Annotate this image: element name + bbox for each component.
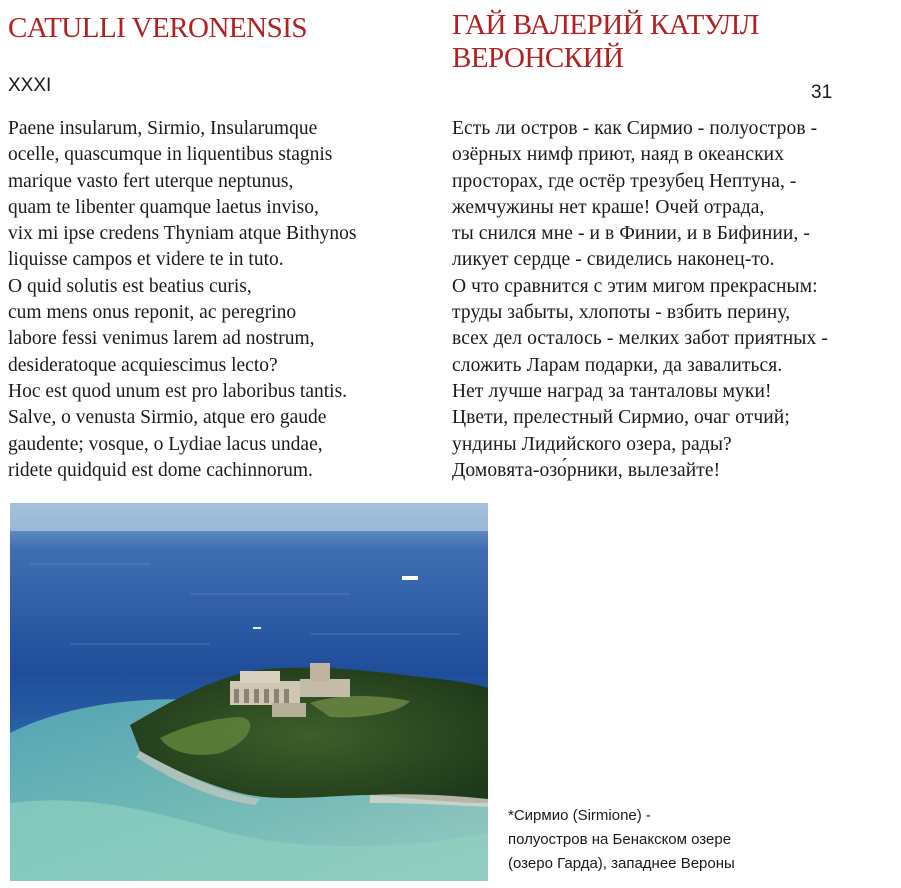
russian-line: О что сравнится с этим мигом прекрасным: — [452, 275, 818, 297]
latin-line: labore fessi venimus larem ad nostrum, — [8, 328, 315, 350]
russian-line: Нет лучше наград за танталовы муки! — [452, 380, 772, 402]
latin-line: gaudente; vosque, o Lydiae lacus undae, — [8, 433, 323, 455]
russian-line: просторах, где остёр трезубец Нептуна, - — [452, 170, 797, 192]
title-russian — [452, 9, 872, 75]
russian-line: сложить Ларам подарки, да завалиться. — [452, 354, 783, 376]
latin-line: desideratoque acquiescimus lecto? — [8, 354, 278, 376]
russian-line: Цвети, прелестный Сирмио, очаг отчий; — [452, 407, 790, 429]
caption-line: полуостров на Бенакском озере — [508, 831, 732, 848]
russian-line: Есть ли остров - как Сирмио - полуостров - — [452, 118, 818, 139]
sirmione-aerial-photo — [10, 503, 488, 881]
poem-russian — [452, 116, 828, 484]
latin-line: liquisse campos et videre te in tuto. — [8, 249, 284, 271]
title-russian-line-2: ВЕРОНСКИЙ — [452, 42, 624, 74]
title-latin: CATULLI VERONENSIS — [8, 12, 307, 44]
latin-line: ocelle, quascumque in liquentibus stagnis — [8, 144, 333, 166]
latin-line: Salve, o venusta Sirmio, atque ero gaude — [8, 407, 327, 429]
poem-latin — [8, 116, 356, 484]
russian-line: всех дел осталось - мелких забот приятных - — [452, 328, 828, 350]
latin-line: Paene insularum, Sirmio, Insularumque — [8, 118, 318, 139]
russian-line: ликует сердце - свиделись наконец-то. — [452, 249, 775, 271]
poem-number: XXXI — [8, 75, 52, 96]
russian-line: жемчужины нет краше! Очей отрада, — [452, 196, 765, 218]
russian-line: труды забыты, хлопоты - взбить перину, — [452, 302, 791, 324]
latin-line: Hoc est quod unum est pro laboribus tantis. — [8, 380, 348, 402]
caption-line: (озеро Гарда), западнее Вероны — [508, 855, 735, 872]
title-russian-line-1: ГАЙ ВАЛЕРИЙ КАТУЛЛ — [452, 9, 759, 41]
latin-line: cum mens onus reponit, ac peregrino — [8, 302, 297, 324]
russian-line: ты снился мне - и в Финии, и в Бифинии, - — [452, 223, 810, 245]
latin-line: O quid solutis est beatius curis, — [8, 275, 252, 297]
latin-line: ridete quidquid est dome cachinnorum. — [8, 459, 313, 481]
photo-caption — [508, 804, 735, 876]
latin-line: marique vasto fert uterque neptunus, — [8, 170, 294, 192]
russian-line: ундины Лидийского озера, рады? — [452, 433, 732, 455]
latin-line: vix mi ipse credens Thyniam atque Bithynos — [8, 223, 357, 245]
page-number: 31 — [811, 82, 833, 103]
russian-line: озёрных нимф приют, наяд в океанских — [452, 144, 785, 166]
latin-line: quam te libenter quamque laetus inviso, — [8, 196, 319, 218]
caption-line: *Сирмио (Sirmione) - — [508, 807, 651, 824]
russian-line: Домовята-озо́рники, вылезайте! — [452, 459, 721, 481]
